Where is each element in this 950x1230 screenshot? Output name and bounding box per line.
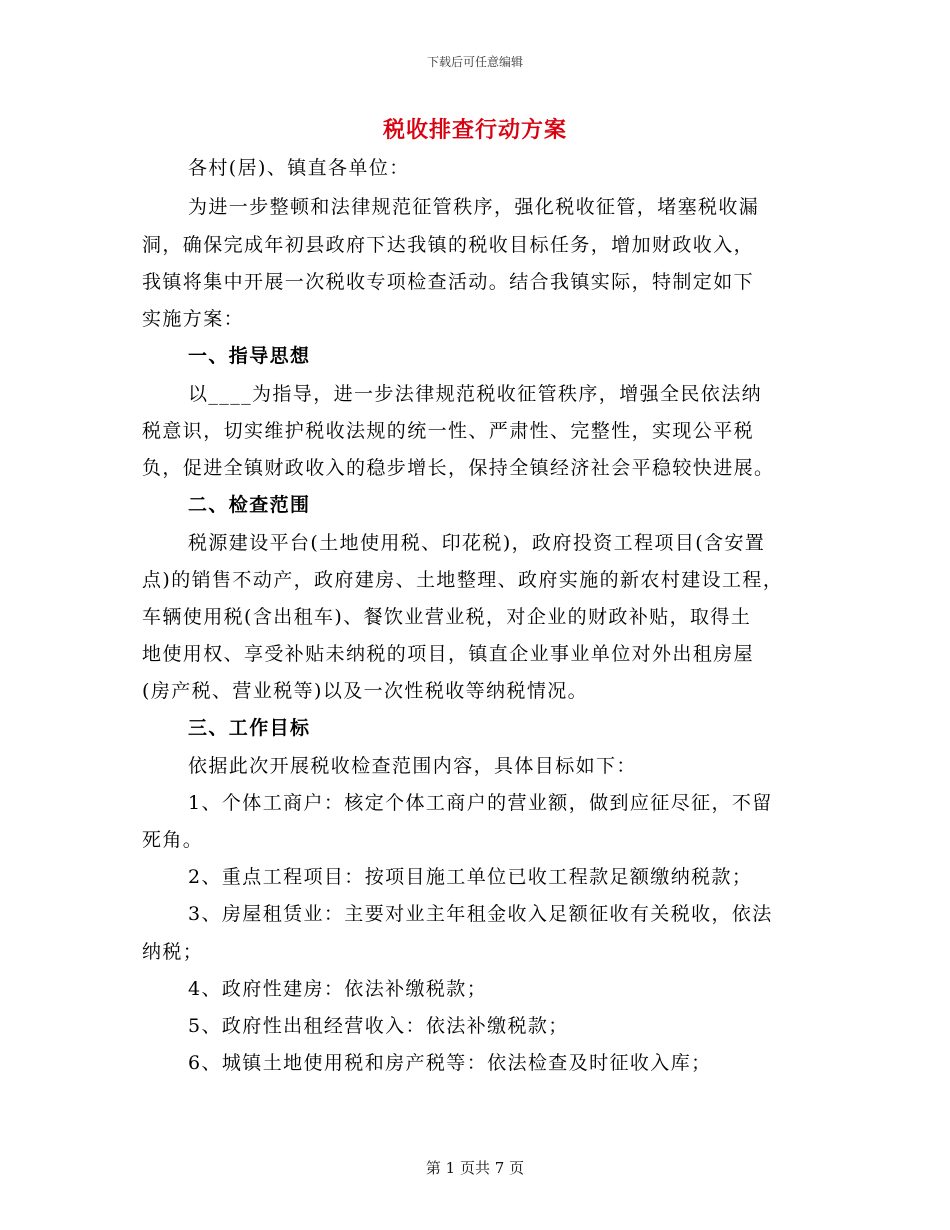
list-item — [188, 790, 773, 816]
section-heading: 一、指导思想 — [188, 345, 311, 367]
list-item-text: 、重点工程项目：按项目施工单位已收工程款足额缴纳税款； — [201, 866, 753, 888]
list-item-number: 3 — [188, 903, 202, 925]
document-title: 税收排查行动方案 — [382, 117, 567, 143]
section-line: (房产税、营业税等)以及一次性税收等纳税情况。 — [142, 680, 589, 702]
section-line: 负，促进全镇财政收入的稳步增长，保持全镇经济社会平稳较快进展。 — [142, 457, 775, 479]
list-item — [188, 976, 487, 1002]
list-item-text: 、政府性出租经营收入：依法补缴税款； — [201, 1015, 569, 1037]
list-item — [188, 864, 752, 890]
list-item — [188, 1013, 569, 1039]
section-intro: 依据此次开展税收检查范围内容，具体目标如下： — [188, 755, 637, 777]
list-item-number: 1 — [188, 792, 202, 814]
list-item-number: 5 — [188, 1015, 202, 1037]
section-line: 税源建设平台(土地使用税、印花税)，政府投资工程项目(含安置 — [188, 532, 766, 554]
intro-line: 洞，确保完成年初县政府下达我镇的税收目标任务，增加财政收入， — [142, 234, 755, 256]
list-item-number: 2 — [188, 866, 202, 888]
salutation: 各村(居)、镇直各单位： — [188, 157, 410, 179]
list-item-text: 、个体工商户：核定个体工商户的营业额，做到应征尽征，不留 — [201, 792, 773, 814]
section-line: 以____为指导，进一步法律规范税收征管秩序，增强全民依法纳 — [188, 383, 763, 405]
list-item-text: 、政府性建房：依法补缴税款； — [201, 978, 488, 1000]
list-item-continuation: 纳税； — [142, 941, 204, 963]
section-line: 车辆使用税(含出租车)、餐饮业营业税，对企业的财政补贴，取得土 — [142, 606, 752, 628]
intro-line: 为进一步整顿和法律规范征管秩序，强化税收征管，堵塞税收漏 — [188, 196, 760, 218]
section-heading: 二、检查范围 — [188, 494, 311, 516]
list-item — [188, 1050, 712, 1076]
section-line: 税意识，切实维护税收法规的统一性、严肃性、完整性，实现公平税 — [142, 420, 755, 442]
list-item-text: 、房屋租赁业：主要对业主年租金收入足额征收有关税收，依法 — [201, 903, 773, 925]
section-heading: 三、工作目标 — [188, 717, 311, 739]
intro-line: 实施方案： — [142, 308, 245, 330]
intro-line: 我镇将集中开展一次税收专项检查活动。结合我镇实际，特制定如下 — [142, 271, 755, 293]
list-item-number: 6 — [188, 1052, 202, 1074]
list-item-number: 4 — [188, 978, 202, 1000]
list-item — [188, 901, 773, 927]
section-line: 地使用权、享受补贴未纳税的项目，镇直企业事业单位对外出租房屋 — [142, 643, 755, 665]
list-item-continuation: 死角。 — [142, 829, 204, 851]
page-number: 第 1 页共 7 页 — [425, 1159, 525, 1177]
header-note: 下载后可任意编辑 — [426, 55, 523, 69]
list-item-text: 、城镇土地使用税和房产税等：依法检查及时征收入库； — [201, 1052, 712, 1074]
section-line: 点)的销售不动产，政府建房、土地整理、政府实施的新农村建设工程， — [142, 569, 784, 591]
